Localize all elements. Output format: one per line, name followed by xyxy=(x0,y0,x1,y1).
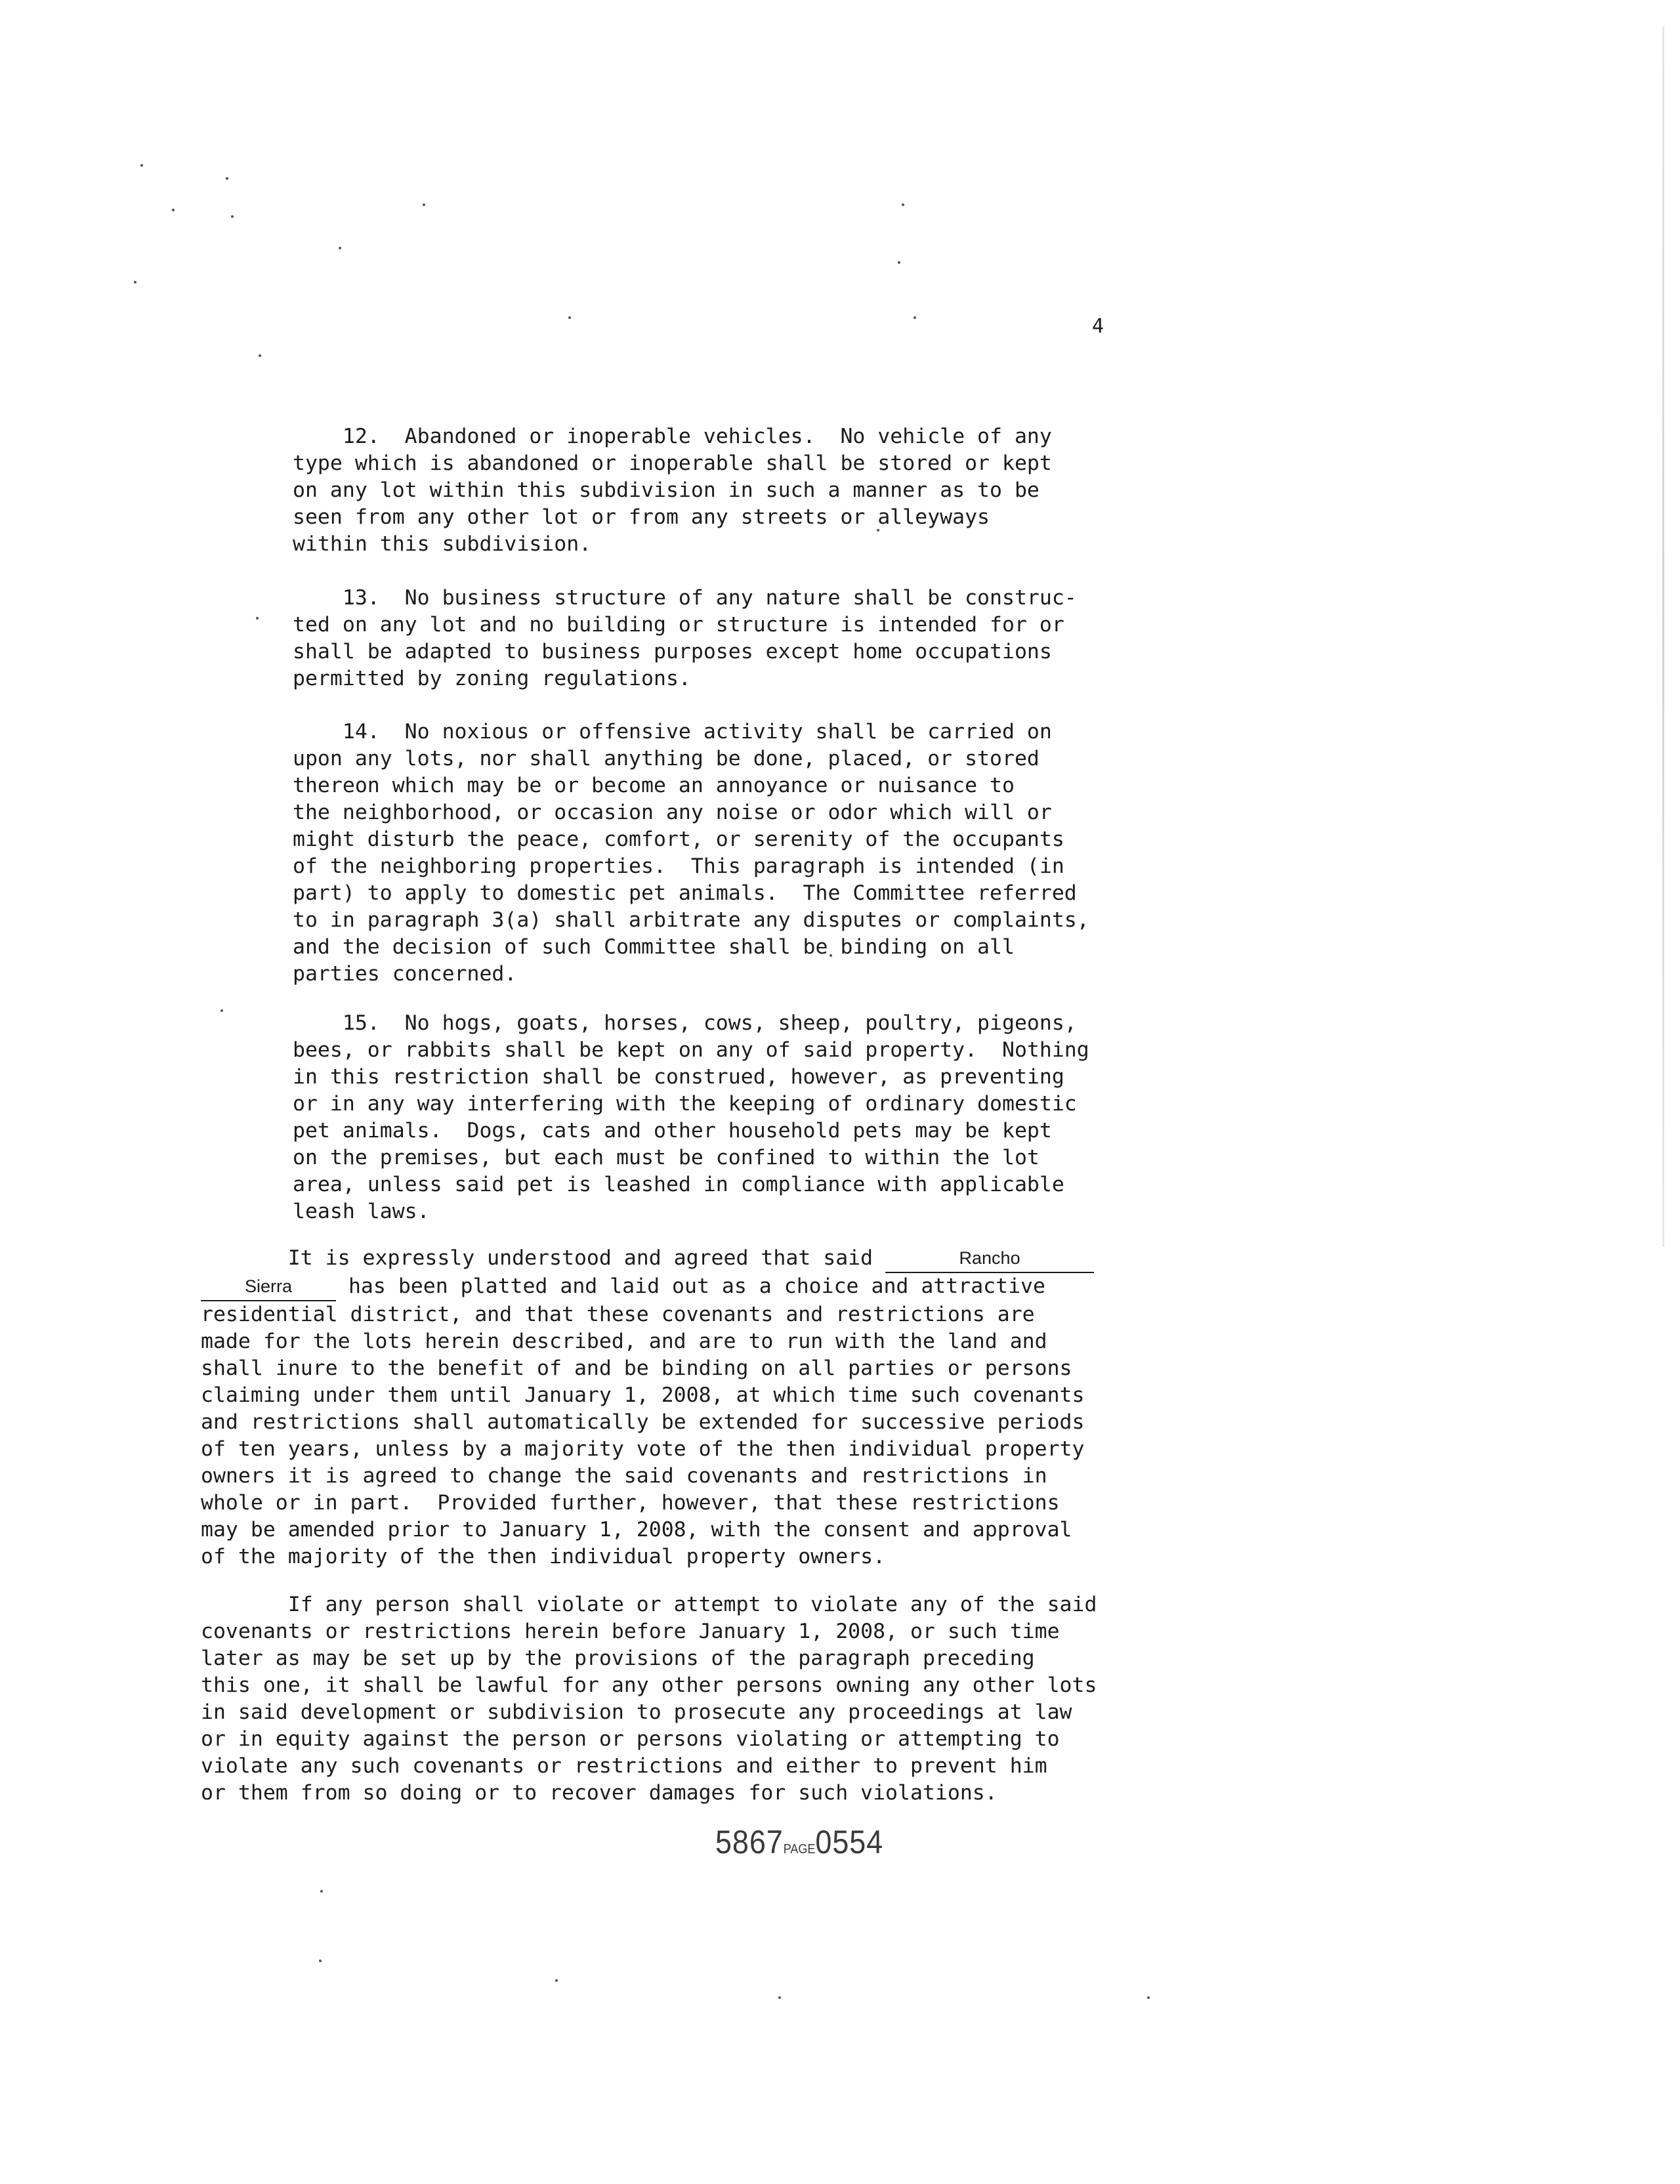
scan-speck xyxy=(140,164,143,167)
handwritten-entry: Sierra xyxy=(244,1276,293,1296)
paragraph-line: or in equity against the person or persons violating or attempting to xyxy=(201,1727,1060,1751)
paragraph-line: part) to apply to domestic pet animals. The Committee referred xyxy=(293,881,1077,905)
paragraph-line: and restrictions shall automatically be extended for successive periods xyxy=(201,1410,1085,1434)
subdivision-name-blank-1 xyxy=(885,1245,1094,1273)
scan-speck xyxy=(259,354,261,357)
paragraph-line: ted on any lot and no building or structure is intended for or xyxy=(293,613,1064,637)
paragraph-line: 14. No noxious or offensive activity shall be carried on xyxy=(293,720,1052,744)
paragraph-line: of the neighboring properties. This paragraph is intended (in xyxy=(293,854,1064,878)
scan-speck xyxy=(319,1960,322,1962)
scan-speck xyxy=(256,617,259,620)
scan-speck xyxy=(914,316,916,319)
paragraph-line: whole or in part. Provided further, however, that these restrictions xyxy=(201,1491,1060,1515)
page-number: 4 xyxy=(1092,315,1105,338)
paragraph-line: pet animals. Dogs, cats and other household pets may be kept xyxy=(293,1119,1052,1143)
paragraph-line: made for the lots herein described, and are to run with the land and xyxy=(201,1330,1047,1353)
paragraph-line: later as may be set up by the provisions of the paragraph preceding xyxy=(201,1647,1035,1670)
paragraph-line: parties concerned. xyxy=(293,962,517,986)
paragraph-line: permitted by zoning regulations. xyxy=(293,667,691,690)
scan-speck xyxy=(220,1009,223,1012)
paragraph-line: claiming under them until January 1, 2008, at which time such covenants xyxy=(201,1383,1085,1407)
scan-speck xyxy=(320,1890,323,1893)
paragraph-15 xyxy=(293,983,1089,1225)
paragraph-line: upon any lots, nor shall anything be done, placed, or stored xyxy=(293,747,1040,770)
paragraph-line: bees, or rabbits shall be kept on any of said property. Nothing xyxy=(293,1038,1089,1062)
page-label: PAGE xyxy=(783,1842,816,1857)
scan-speck xyxy=(423,203,425,206)
paragraph-line: or them from so doing or to recover damages for such violations. xyxy=(201,1781,998,1805)
paragraph-line: It is expressly understood and agreed that said xyxy=(201,1246,886,1270)
paragraph-line: leash laws. xyxy=(293,1200,430,1223)
paragraph-line: may be amended prior to January 1, 2008, with the consent and approval xyxy=(201,1518,1072,1542)
paragraph-line: in this restriction shall be construed, however, as preventing xyxy=(293,1065,1064,1089)
scan-speck xyxy=(898,261,900,264)
paragraph-line: 13. No business structure of any nature shall be construc- xyxy=(293,586,1077,610)
scan-speck xyxy=(778,1996,781,1999)
paragraph-covenant-term xyxy=(201,1218,1094,1570)
paragraph-line: type which is abandoned or inoperable shall be stored or kept xyxy=(293,452,1052,475)
paragraph-line: 15. No hogs, goats, horses, cows, sheep, poultry, pigeons, xyxy=(293,1011,1077,1035)
paragraph-line: If any person shall violate or attempt to violate any of the said xyxy=(201,1593,1097,1616)
paragraph-line: violate any such covenants or restrictions and either to prevent him xyxy=(201,1754,1047,1778)
paragraph-line: 12. Abandoned or inoperable vehicles. No vehicle of any xyxy=(293,425,1052,448)
scan-speck xyxy=(339,247,341,249)
paragraph-line: covenants or restrictions herein before January 1, 2008, or such time xyxy=(201,1620,1060,1643)
paragraph-line: shall be adapted to business purposes except home occupations xyxy=(293,640,1052,663)
paragraph-line: of the majority of the then individual property owners. xyxy=(201,1545,886,1568)
paragraph-enforcement xyxy=(201,1564,1097,1807)
subdivision-name-blank-2 xyxy=(201,1273,336,1301)
paragraph-line: on any lot within this subdivision in such a manner as to be xyxy=(293,478,1040,502)
scan-speck xyxy=(1147,1996,1150,1999)
paragraph-line: thereon which may be or become an annoyance or nuisance to xyxy=(293,774,1015,797)
paragraph-line: owners it is agreed to change the said covenants and restrictions in xyxy=(201,1464,1047,1488)
scan-speck xyxy=(172,209,175,211)
paragraph-13 xyxy=(293,558,1077,692)
book-number: 5867 xyxy=(715,1824,784,1860)
paragraph-line: to in paragraph 3(a) shall arbitrate any disputes or complaints, xyxy=(293,908,1089,932)
paragraph-line: might disturb the peace, comfort, or serenity of the occupants xyxy=(293,828,1064,851)
paragraph-line: residential district, and that these covenants and restrictions are xyxy=(201,1303,1035,1326)
paragraph-line: seen from any other lot or from any streets or alleyways xyxy=(293,505,990,529)
paragraph-line: shall inure to the benefit of and be binding on all parties or persons xyxy=(201,1356,1072,1380)
recording-book-page-stamp xyxy=(715,1823,883,1861)
paragraph-14 xyxy=(293,692,1089,988)
scan-speck xyxy=(555,1979,558,1982)
paragraph-line: or in any way interfering with the keeping of ordinary domestic xyxy=(293,1092,1077,1116)
paragraph-line: this one, it shall be lawful for any other persons owning any other lots xyxy=(201,1673,1097,1697)
scan-speck xyxy=(231,215,234,218)
paragraph-line: on the premises, but each must be confined to within the lot xyxy=(293,1146,1040,1169)
handwritten-entry: Rancho xyxy=(959,1248,1020,1268)
scan-speck xyxy=(568,316,571,319)
paragraph-12 xyxy=(293,396,1052,558)
scan-edge-shadow xyxy=(1662,26,1664,1247)
scan-speck xyxy=(902,203,904,206)
paragraph-line: within this subdivision. xyxy=(293,532,592,556)
scan-speck xyxy=(134,281,136,284)
paragraph-line: in said development or subdivision to prosecute any proceedings at law xyxy=(201,1700,1072,1724)
paragraph-line: has been platted and laid out as a choice and attractive xyxy=(336,1274,1045,1298)
paragraph-line: area, unless said pet is leashed in compliance with applicable xyxy=(293,1173,1064,1196)
page-number-stamp: 0554 xyxy=(815,1824,884,1860)
paragraph-line: and the decision of such Committee shall be binding on all xyxy=(293,935,1015,959)
scan-speck xyxy=(226,177,228,180)
paragraph-line: of ten years, unless by a majority vote of the then individual property xyxy=(201,1437,1085,1461)
paragraph-line: the neighborhood, or occasion any noise or odor which will or xyxy=(293,801,1052,824)
